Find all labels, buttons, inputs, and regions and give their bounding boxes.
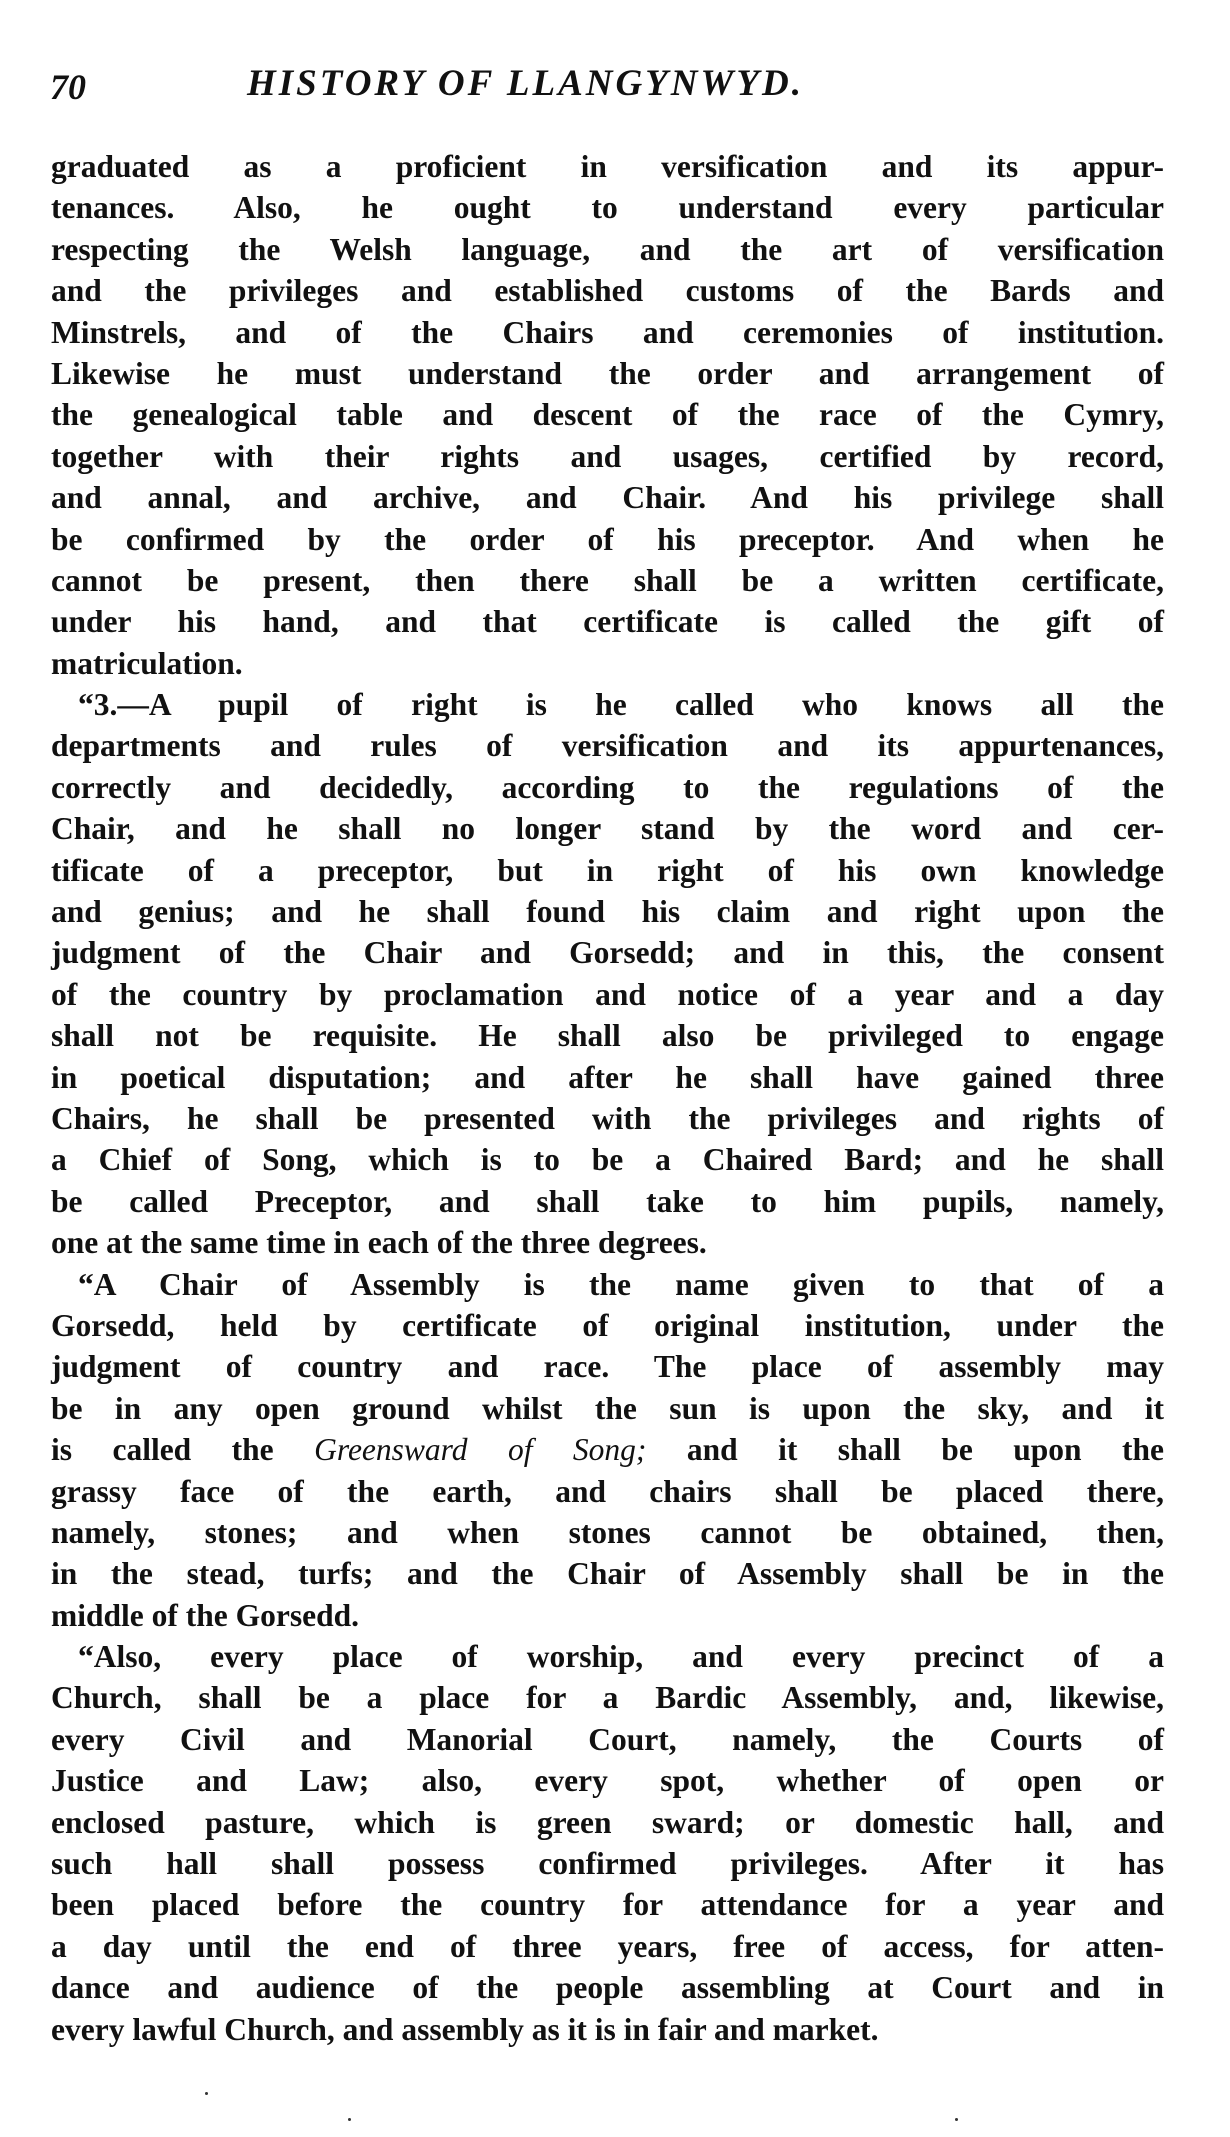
text-line: respecting the Welsh language, and the art of versification: [51, 231, 1164, 267]
print-speck: [205, 2092, 208, 2095]
text-line: a day until the end of three years, free of access, for atten-: [51, 1928, 1164, 1964]
text-line: every Civil and Manorial Court, namely, the Courts of: [51, 1721, 1164, 1757]
text-line: be in any open ground whilst the sun is upon the sky, and it: [51, 1390, 1164, 1426]
text-line: of the country by proclamation and notice of a year and a day: [51, 976, 1164, 1012]
text-line: been placed before the country for attendance for a year and: [51, 1887, 1164, 1923]
text-line: be called Preceptor, and shall take to him pupils, namely,: [51, 1183, 1164, 1219]
text-line: Minstrels, and of the Chairs and ceremonies of institution.: [51, 314, 1164, 350]
text-segment: is called the: [51, 1432, 315, 1468]
text-line: the genealogical table and descent of the race of the Cymry,: [51, 397, 1164, 433]
text-line: [51, 1429, 1164, 1470]
text-line: grassy face of the earth, and chairs shall be placed there,: [51, 1473, 1164, 1509]
text-segment: and it shall be upon the: [646, 1432, 1164, 1468]
text-line: correctly and decidedly, according to the regulations of the: [51, 769, 1164, 805]
text-line: every lawful Church, and assembly as it is in fair and market.: [51, 2011, 879, 2047]
body-text: [51, 146, 1164, 2050]
text-line: and the privileges and established customs of the Bards and: [51, 273, 1164, 309]
text-line: and annal, and archive, and Chair. And his privilege shall: [51, 480, 1164, 516]
page-number: 70: [50, 67, 86, 107]
running-title: HISTORY OF LLANGYNWYD.: [247, 63, 804, 104]
text-line: tificate of a preceptor, but in right of his own knowledge: [51, 852, 1164, 888]
text-line: matriculation.: [51, 645, 243, 681]
text-line: graduated as a proficient in versification and its appur-: [51, 149, 1164, 184]
text-line: be confirmed by the order of his preceptor. And when he: [51, 521, 1164, 557]
text-line: “A Chair of Assembly is the name given to that of a: [78, 1266, 1164, 1302]
text-line: one at the same time in each of the three degrees.: [51, 1225, 707, 1261]
italic-phrase: Greensward of Song;: [314, 1432, 647, 1468]
text-line: dance and audience of the people assembling at Court and in: [51, 1970, 1164, 2006]
text-line: Likewise he must understand the order and arrangement of: [51, 355, 1164, 391]
text-line: namely, stones; and when stones cannot be obtained, then,: [51, 1514, 1164, 1550]
text-line: tenances. Also, he ought to understand every particular: [51, 190, 1164, 226]
text-line: together with their rights and usages, certified by record,: [51, 438, 1164, 474]
text-line: Chair, and he shall no longer stand by the word and cer-: [51, 811, 1164, 847]
text-line: Chairs, he shall be presented with the privileges and rights of: [51, 1100, 1164, 1136]
text-line: under his hand, and that certificate is called the gift of: [51, 604, 1164, 640]
text-line: and genius; and he shall found his claim and right upon the: [51, 894, 1164, 930]
text-line: cannot be present, then there shall be a written certificate,: [51, 562, 1164, 598]
text-line: judgment of the Chair and Gorsedd; and in this, the consent: [51, 935, 1164, 971]
text-line: Church, shall be a place for a Bardic Assembly, and, likewise,: [51, 1680, 1164, 1716]
text-line: shall not be requisite. He shall also be privileged to engage: [51, 1018, 1164, 1054]
text-line: such hall shall possess confirmed privileges. After it has: [51, 1846, 1164, 1882]
text-line: “Also, every place of worship, and every precinct of a: [78, 1639, 1164, 1675]
text-line: in the stead, turfs; and the Chair of Assembly shall be in the: [51, 1556, 1164, 1592]
text-line: judgment of country and race. The place of assembly may: [51, 1349, 1164, 1385]
print-speck: [348, 2118, 351, 2121]
text-line: “3.—A pupil of right is he called who knows all the: [78, 687, 1164, 723]
text-line: Justice and Law; also, every spot, whether of open or: [51, 1763, 1164, 1799]
text-line: middle of the Gorsedd.: [51, 1597, 360, 1633]
text-line: enclosed pasture, which is green sward; or domestic hall, and: [51, 1804, 1164, 1840]
print-speck: [955, 2118, 958, 2121]
text-line: a Chief of Song, which is to be a Chaired Bard; and he shall: [51, 1142, 1164, 1178]
text-line: departments and rules of versification and its appurtenances,: [51, 728, 1164, 764]
text-line: in poetical disputation; and after he shall have gained three: [51, 1059, 1164, 1095]
text-line: Gorsedd, held by certificate of original institution, under the: [51, 1307, 1164, 1343]
